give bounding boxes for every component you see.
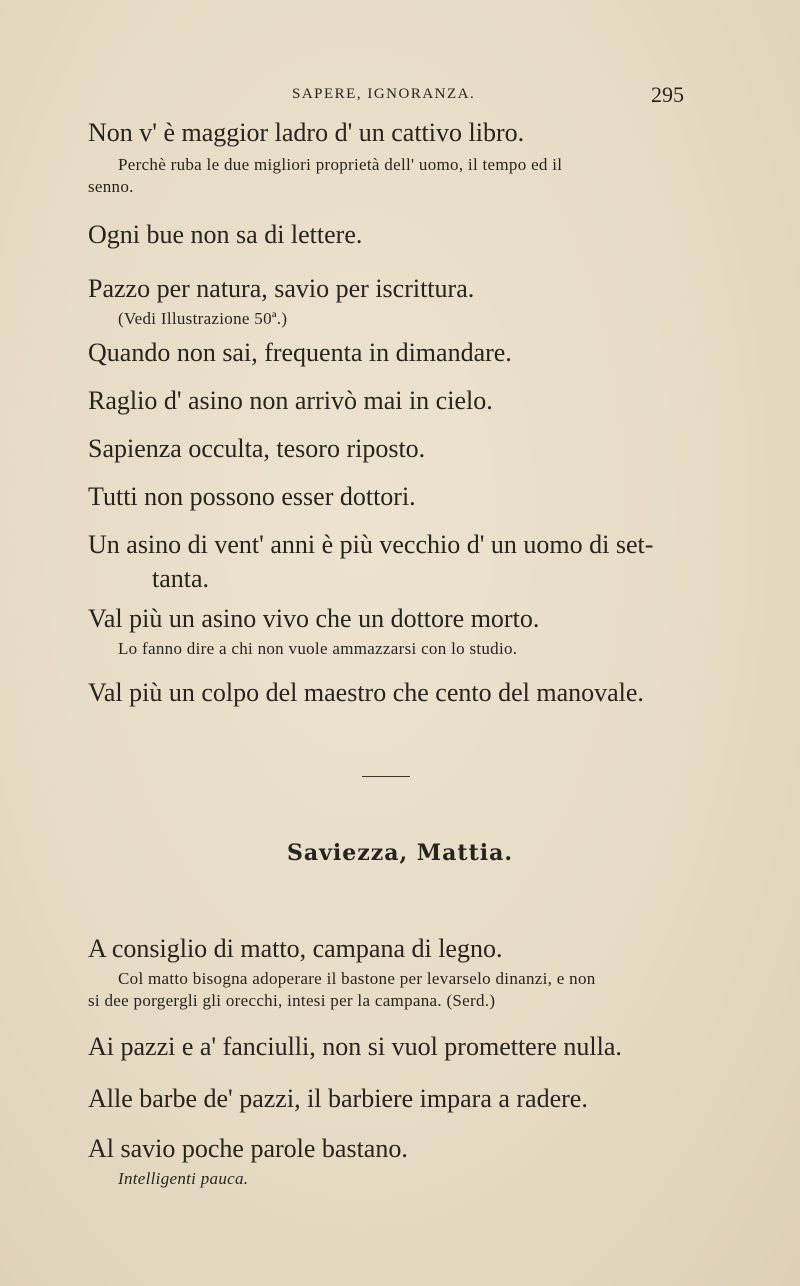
proverb-entry bbox=[88, 384, 728, 418]
proverb-text: Un asino di vent' anni è più vecchio d' un uomo di set- bbox=[88, 530, 654, 559]
proverb-text: A consiglio di matto, campana di legno. bbox=[88, 934, 503, 963]
proverb-entry bbox=[88, 218, 728, 252]
proverb-text: Ai pazzi e a' fanciulli, non si vuol promettere nulla. bbox=[88, 1032, 622, 1061]
proverb-text: Tutti non possono esser dottori. bbox=[88, 482, 416, 511]
proverb-entry bbox=[88, 272, 728, 330]
proverb-text: Quando non sai, frequenta in dimandare. bbox=[88, 338, 512, 367]
proverb-note: Intelligenti pauca. bbox=[118, 1169, 249, 1188]
section-title: Saviezza, Mattia. bbox=[286, 840, 514, 866]
proverb-text: Alle barbe de' pazzi, il barbiere impara a radere. bbox=[88, 1084, 588, 1113]
proverb-note: (Vedi Illustrazione 50ª.) bbox=[118, 309, 288, 328]
proverb-entry bbox=[88, 480, 728, 514]
proverb-entry bbox=[88, 432, 728, 466]
proverb-text: Ogni bue non sa di lettere. bbox=[88, 220, 363, 249]
proverb-entry bbox=[88, 932, 728, 1012]
proverb-entry bbox=[88, 602, 728, 660]
proverb-note bbox=[88, 968, 728, 1012]
proverb-text: Val più un colpo del maestro che cento del manovale. bbox=[88, 678, 644, 707]
proverb-entry bbox=[88, 116, 728, 198]
note-line: senno. bbox=[88, 177, 134, 196]
proverb-entry bbox=[88, 336, 728, 370]
proverb-text: Pazzo per natura, savio per iscrittura. bbox=[88, 274, 475, 303]
proverb-entry bbox=[88, 528, 728, 596]
proverb-entry bbox=[88, 1132, 728, 1190]
note-line: Perchè ruba le due migliori proprietà dell' uomo, il tempo ed il bbox=[118, 155, 563, 174]
proverb-entry bbox=[88, 1030, 728, 1064]
page-number: 295 bbox=[651, 82, 684, 107]
proverb-text: Val più un asino vivo che un dottore morto. bbox=[88, 604, 540, 633]
note-line: Col matto bisogna adoperare il bastone per levarselo dinanzi, e non bbox=[118, 969, 596, 988]
note-line: si dee porgergli gli orecchi, intesi per la campana. (Serd.) bbox=[88, 991, 496, 1010]
proverb-text: Non v' è maggior ladro d' un cattivo libro. bbox=[88, 118, 525, 147]
proverb-text: Raglio d' asino non arrivò mai in cielo. bbox=[88, 386, 493, 415]
running-head: SAPERE, IGNORANZA. bbox=[292, 86, 476, 102]
section-divider bbox=[362, 776, 410, 777]
proverb-note bbox=[88, 154, 728, 198]
proverb-entry bbox=[88, 1082, 728, 1116]
proverb-text-continuation: tanta. bbox=[152, 564, 210, 593]
proverb-text: Sapienza occulta, tesoro riposto. bbox=[88, 434, 426, 463]
proverb-entry bbox=[88, 676, 728, 710]
proverb-note: Lo fanno dire a chi non vuole ammazzarsi con lo studio. bbox=[118, 639, 518, 658]
proverb-text: Al savio poche parole bastano. bbox=[88, 1134, 408, 1163]
